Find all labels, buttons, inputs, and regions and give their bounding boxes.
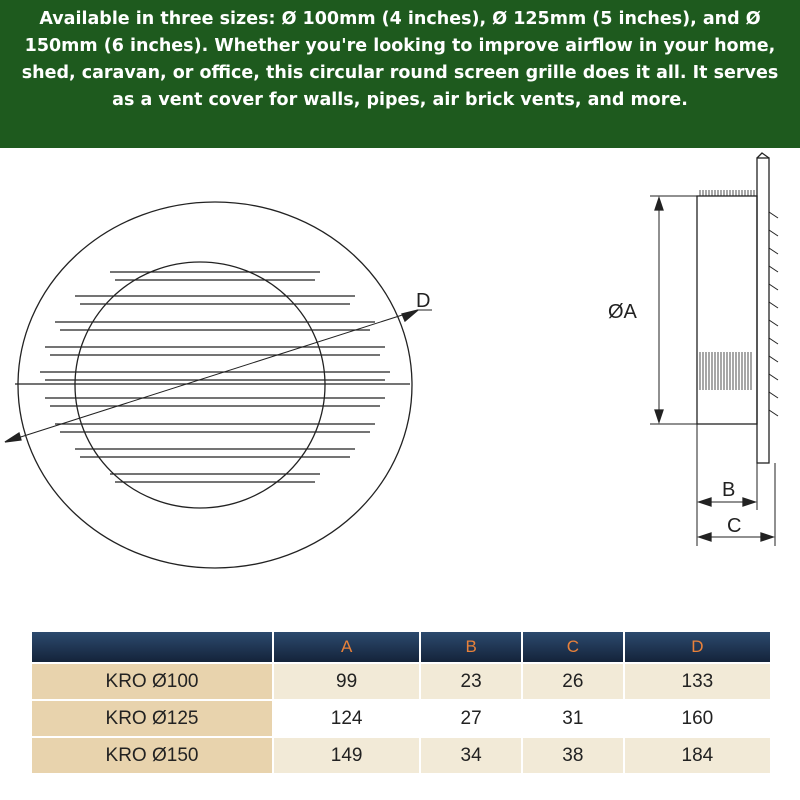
side-fins [769, 212, 778, 416]
header-b: B [421, 632, 521, 662]
side-fin [769, 410, 778, 416]
value-cell: 99 [274, 664, 419, 699]
side-view [650, 153, 778, 546]
model-cell: KRO Ø125 [32, 701, 272, 736]
label-b: B [722, 479, 736, 501]
value-cell: 34 [421, 738, 521, 773]
side-fin [769, 356, 778, 362]
table-header-row [32, 632, 770, 662]
value-cell: 124 [274, 701, 419, 736]
side-fin [769, 212, 778, 218]
value-cell: 27 [421, 701, 521, 736]
dim-c-arrow-left [699, 533, 711, 541]
model-cell: KRO Ø150 [32, 738, 272, 773]
side-fin [769, 284, 778, 290]
value-cell: 184 [625, 738, 770, 773]
inner-grille-circle [75, 262, 325, 508]
table-row [32, 701, 770, 736]
label-c: C [727, 515, 742, 537]
value-cell: 38 [523, 738, 623, 773]
dim-b-arrow-left [699, 498, 711, 506]
model-cell: KRO Ø100 [32, 664, 272, 699]
dim-c-arrow-right [761, 533, 773, 541]
louver-lines [15, 272, 410, 482]
description-banner [0, 0, 800, 148]
side-fin [769, 392, 778, 398]
dim-a-arrow-top [655, 198, 663, 210]
banner-text: Available in three sizes: Ø 100mm (4 inches), Ø 125mm (5 inches), and Ø 150mm (6 inches). Whether you're looking to improve airflow in your home, shed, caravan, or office, this circular round screen grille does it all. It serves as a vent cover for walls, pipes, air brick vents, and more. [21, 9, 779, 110]
label-d: D [416, 290, 431, 312]
side-fin [769, 374, 778, 380]
label-a: ØA [608, 301, 637, 323]
side-ribs [700, 190, 754, 390]
front-view [5, 202, 432, 568]
diameter-d-arrow-left [5, 433, 21, 442]
side-fin [769, 230, 778, 236]
value-cell: 149 [274, 738, 419, 773]
header-d: D [625, 632, 770, 662]
technical-drawing [0, 148, 800, 610]
value-cell: 26 [523, 664, 623, 699]
dim-a-arrow-bottom [655, 410, 663, 422]
grille-drawing-svg [0, 148, 800, 610]
dimensions-table [30, 630, 772, 775]
value-cell: 23 [421, 664, 521, 699]
table-row [32, 664, 770, 699]
header-c: C [523, 632, 623, 662]
header-corner [32, 632, 272, 662]
side-fin [769, 320, 778, 326]
value-cell: 31 [523, 701, 623, 736]
side-flange-top [757, 153, 769, 158]
side-fin [769, 248, 778, 254]
table-row [32, 738, 770, 773]
side-fin [769, 338, 778, 344]
header-a: A [274, 632, 419, 662]
dim-b-arrow-right [743, 498, 755, 506]
side-fin [769, 302, 778, 308]
side-fin [769, 266, 778, 272]
side-flange [757, 158, 769, 463]
outer-flange-circle [18, 202, 412, 568]
value-cell: 133 [625, 664, 770, 699]
value-cell: 160 [625, 701, 770, 736]
